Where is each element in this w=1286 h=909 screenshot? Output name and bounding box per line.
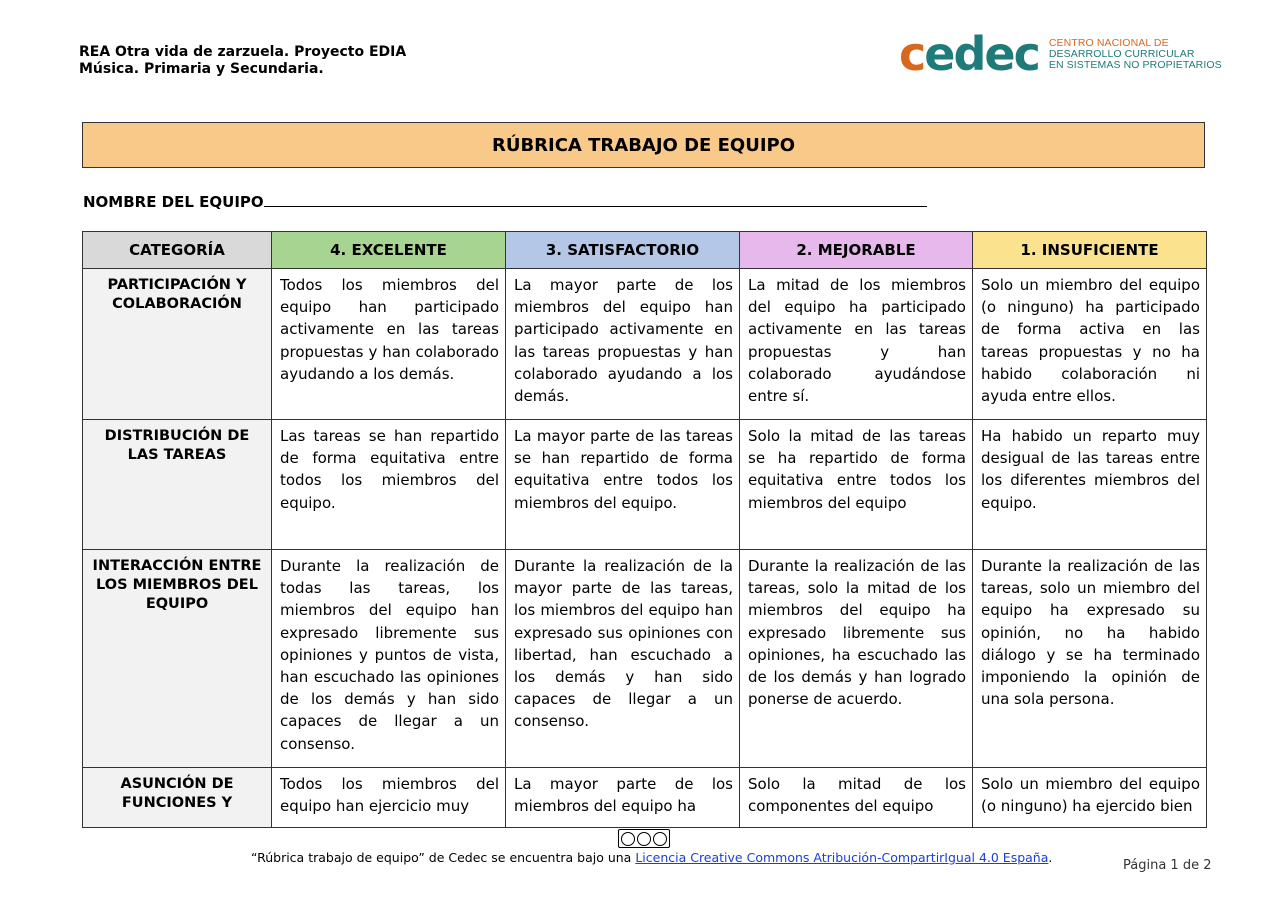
logo-subtitle: CENTRO NACIONAL DE DESARROLLO CURRICULAR EN SISTEMAS NO PROPIETARIOS [1048, 36, 1222, 71]
team-name-blank [264, 191, 927, 207]
header-project-line: REA Otra vida de zarzuela. Proyecto EDIA [79, 44, 407, 60]
descriptor-cell: Durante la realización de todas las tareas, los miembros del equipo han expresado libremente sus opiniones y puntos de vista, han escuchado las opiniones de los demás y han sido capaces de llegar a un consenso. [272, 550, 506, 768]
license-link[interactable]: Licencia Creative Commons Atribución-CompartirIgual 4.0 España [635, 850, 1049, 865]
header-mejorable: 2. MEJORABLE [740, 232, 973, 269]
header-subject-line: Música. Primaria y Secundaria. [79, 61, 324, 77]
page-number: Página 1 de 2 [1123, 858, 1212, 873]
cedec-logo [899, 27, 1222, 81]
header-insuficiente: 1. INSUFICIENTE [973, 232, 1207, 269]
by-icon [637, 832, 651, 846]
header-category: CATEGORÍA [83, 232, 272, 269]
logo-wordmark: cedec [899, 27, 1039, 81]
descriptor-cell: Durante la realización de la mayor parte de las tareas, los miembros del equipo han expresado sus opiniones con libertad, han escuchado a los demás y han sido capaces de llegar a un consenso. [506, 550, 740, 768]
license-text: “Rúbrica trabajo de equipo” de Cedec se encuentra bajo una [251, 850, 636, 865]
descriptor-cell: Solo la mitad de los componentes del equipo [740, 768, 973, 828]
category-cell: ASUNCIÓN DE FUNCIONES Y [83, 768, 272, 828]
sa-icon [653, 832, 667, 846]
table-row [83, 269, 1207, 420]
descriptor-cell: Durante la realización de las tareas, solo la mitad de los miembros del equipo ha expresado libremente sus opiniones, ha escuchado las de los demás y han logrado ponerse de acuerdo. [740, 550, 973, 768]
table-row [83, 420, 1207, 550]
descriptor-cell: La mitad de los miembros del equipo ha participado activamente en las tareas propuestas y han colaborado ayudándose entre sí. [740, 269, 973, 420]
cc-icon [621, 832, 635, 846]
descriptor-cell: La mayor parte de las tareas se han repartido de forma equitativa entre todos los miembros del equipo. [506, 420, 740, 550]
team-name-field [83, 191, 927, 211]
license-text-end: . [1048, 850, 1053, 865]
descriptor-cell: Solo un miembro del equipo (o ninguno) ha participado de forma activa en las tareas propuestas y no ha habido colaboración ni ayuda entre ellos. [973, 269, 1207, 420]
document-header [79, 44, 406, 78]
cc-by-sa-license-icon [618, 829, 670, 848]
descriptor-cell: La mayor parte de los miembros del equipo ha [506, 768, 740, 828]
header-satisfactorio: 3. SATISFACTORIO [506, 232, 740, 269]
category-cell: INTERACCIÓN ENTRE LOS MIEMBROS DEL EQUIPO [83, 550, 272, 768]
descriptor-cell: Ha habido un reparto muy desigual de las tareas entre los diferentes miembros del equipo. [973, 420, 1207, 550]
descriptor-cell: Solo la mitad de las tareas se ha repartido de forma equitativa entre todos los miembros del equipo [740, 420, 973, 550]
descriptor-cell: La mayor parte de los miembros del equipo han participado activamente en las tareas propuestas y han colaborado ayudando a los demás. [506, 269, 740, 420]
category-cell: DISTRIBUCIÓN DE LAS TAREAS [83, 420, 272, 550]
table-header-row [83, 232, 1207, 269]
rubric-title: RÚBRICA TRABAJO DE EQUIPO [82, 122, 1205, 168]
descriptor-cell: Las tareas se han repartido de forma equitativa entre todos los miembros del equipo. [272, 420, 506, 550]
table-row [83, 768, 1207, 828]
descriptor-cell: Durante la realización de las tareas, solo un miembro del equipo ha expresado su opinión, no ha habido diálogo y se ha terminado imponiendo la opinión de una sola persona. [973, 550, 1207, 768]
table-row [83, 550, 1207, 768]
descriptor-cell: Todos los miembros del equipo han participado activamente en las tareas propuestas y han colaborado ayudando a los demás. [272, 269, 506, 420]
header-excelente: 4. EXCELENTE [272, 232, 506, 269]
license-footer [251, 850, 1052, 865]
category-cell: PARTICIPACIÓN Y COLABORACIÓN [83, 269, 272, 420]
team-name-label: NOMBRE DEL EQUIPO [83, 193, 264, 211]
rubric-table [82, 231, 1207, 828]
descriptor-cell: Todos los miembros del equipo han ejercicio muy [272, 768, 506, 828]
descriptor-cell: Solo un miembro del equipo (o ninguno) ha ejercido bien [973, 768, 1207, 828]
